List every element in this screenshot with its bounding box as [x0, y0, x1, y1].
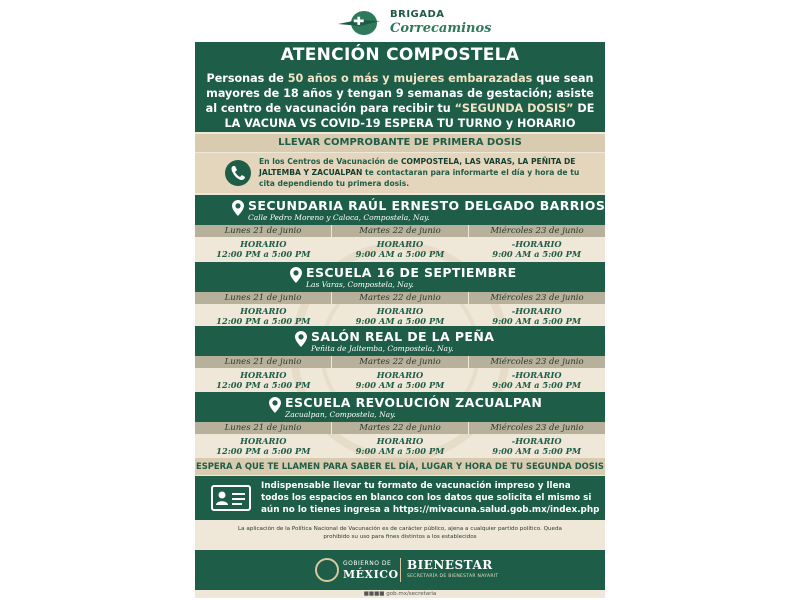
- site-header: [195, 326, 605, 356]
- site-header: [195, 195, 605, 225]
- intro-part-1: Personas de: [206, 72, 288, 85]
- site-address: Calle Pedro Moreno y Caloca, Compostela, Nay.: [248, 213, 430, 222]
- horario-time: 9:00 AM a 5:00 PM: [492, 316, 582, 326]
- schedule-grid: [195, 225, 605, 262]
- day-label: Miércoles 23 de junio: [469, 356, 605, 368]
- schedule-cell: [332, 434, 469, 459]
- intro-highlight-2: “SEGUNDA DOSIS”: [454, 102, 574, 115]
- id-card-icon: [211, 485, 251, 511]
- notice-part-1: En los Centros de Vacunación de: [259, 157, 401, 166]
- horario-time: 9:00 AM a 5:00 PM: [492, 446, 582, 456]
- bienestar-subtitle: SECRETARÍA DE BIENESTAR NAYARIT: [407, 574, 499, 579]
- day-label: Lunes 21 de junio: [195, 422, 332, 434]
- notice-part-2: te contactaran para informarte el día y hora de tu cita dependiendo tu primera dosis.: [259, 168, 580, 188]
- intro-highlight-1: 50 años o más y mujeres embarazadas: [287, 72, 533, 85]
- horario-time: 9:00 AM a 5:00 PM: [492, 249, 582, 259]
- day-label: Miércoles 23 de junio: [469, 422, 605, 434]
- schedule-cell: [332, 368, 469, 393]
- horario-label: -HORARIO: [511, 239, 562, 249]
- vaccination-poster: [195, 42, 605, 598]
- schedule-cell: [468, 434, 605, 459]
- day-label: Lunes 21 de junio: [195, 356, 332, 368]
- site-address: Peñita de Jaltemba, Compostela, Nay.: [311, 344, 454, 353]
- llevar-comprobante-banner: LLEVAR COMPROBANTE DE PRIMERA DOSIS: [195, 134, 605, 152]
- roadrunner-logo-icon: [336, 8, 386, 38]
- horario-label: HORARIO: [240, 239, 287, 249]
- day-label: Martes 22 de junio: [332, 356, 469, 368]
- location-pin-icon: [269, 397, 281, 413]
- horario-label: HORARIO: [376, 239, 424, 249]
- intro-part-3: DE LA VACUNA VS COVID-19 ESPERA TU TURNO y HORARIO: [224, 102, 595, 130]
- horario-label: -HORARIO: [511, 370, 562, 380]
- site-address: Las Varas, Compostela, Nay.: [306, 280, 414, 289]
- day-label: Lunes 21 de junio: [195, 225, 332, 237]
- day-header-row: [195, 422, 605, 434]
- bienestar-text: BIENESTAR: [407, 558, 493, 572]
- horario-label: HORARIO: [376, 370, 424, 380]
- site-address: Zacualpan, Compostela, Nay.: [285, 410, 396, 419]
- day-header-row: [195, 356, 605, 368]
- location-pin-icon: [295, 331, 307, 347]
- espera-banner: ESPERA A QUE TE LLAMEN PARA SABER EL DÍA, LUGAR Y HORA DE TU SEGUNDA DOSIS: [195, 458, 605, 475]
- schedule-cell: [468, 368, 605, 393]
- logo-correcaminos-text: Correcaminos: [390, 21, 492, 36]
- hours-row: [195, 368, 605, 393]
- schedule-cell: [468, 237, 605, 262]
- horario-time: 9:00 AM a 5:00 PM: [492, 380, 582, 390]
- site-name: SALÓN REAL DE LA PEÑA: [311, 329, 495, 344]
- day-label: Martes 22 de junio: [332, 422, 469, 434]
- schedule-cell: [332, 237, 469, 262]
- location-pin-icon: [290, 267, 302, 283]
- horario-time: 9:00 AM a 5:00 PM: [355, 316, 445, 326]
- site-header: [195, 262, 605, 292]
- poster-title: ATENCIÓN COMPOSTELA: [195, 42, 605, 69]
- intro-text: [195, 69, 605, 132]
- social-icons: ■■■■: [363, 591, 387, 597]
- schedule-grid: [195, 422, 605, 459]
- mexico-text: MÉXICO: [343, 568, 399, 581]
- day-label: Martes 22 de junio: [332, 292, 469, 304]
- day-header-row: [195, 225, 605, 237]
- government-footer: [195, 550, 605, 590]
- horario-time: 12:00 PM a 5:00 PM: [216, 316, 311, 326]
- horario-label: -HORARIO: [511, 436, 562, 446]
- social-links: [195, 591, 605, 598]
- site-name: ESCUELA 16 DE SEPTIEMBRE: [306, 265, 517, 280]
- location-pin-icon: [232, 200, 244, 216]
- notice-bold: COMPOSTELA, LAS VARAS, LA PEÑITA DE JALTEMBA Y ZACUALPAN: [259, 157, 576, 177]
- indispensable-box: [195, 476, 605, 520]
- phone-icon: [225, 160, 251, 186]
- hours-row: [195, 237, 605, 262]
- horario-label: HORARIO: [240, 306, 287, 316]
- day-header-row: [195, 292, 605, 304]
- hours-row: [195, 434, 605, 459]
- horario-time: 12:00 PM a 5:00 PM: [216, 380, 311, 390]
- horario-label: HORARIO: [376, 306, 424, 316]
- horario-label: HORARIO: [376, 436, 424, 446]
- site-name: SECUNDARIA RAÚL ERNESTO DELGADO BARRIOS: [248, 198, 605, 213]
- brigada-logo: [336, 6, 492, 40]
- horario-time: 9:00 AM a 5:00 PM: [355, 380, 445, 390]
- horario-time: 12:00 PM a 5:00 PM: [216, 446, 311, 456]
- footer-divider: [400, 558, 401, 582]
- horario-label: HORARIO: [240, 436, 287, 446]
- horario-time: 12:00 PM a 5:00 PM: [216, 249, 311, 259]
- site-name: ESCUELA REVOLUCIÓN ZACUALPAN: [285, 395, 543, 410]
- schedule-cell: [195, 368, 332, 393]
- social-url: gob.mx/secretaria: [386, 591, 437, 597]
- contact-notice-text: [259, 156, 594, 189]
- day-label: Miércoles 23 de junio: [469, 292, 605, 304]
- horario-label: -HORARIO: [511, 306, 562, 316]
- horario-time: 9:00 AM a 5:00 PM: [355, 446, 445, 456]
- contact-notice: [195, 153, 605, 193]
- intro-part-2: que sean mayores de 18 años y tengan 9 semanas de gestación; asiste al centro de vacunación para recibir tu: [205, 72, 594, 115]
- day-label: Lunes 21 de junio: [195, 292, 332, 304]
- schedule-grid: [195, 356, 605, 393]
- indispensable-text: Indispensable llevar tu formato de vacunación impreso y llena todos los espacios en blanco con los datos que solicita el mismo si aún no lo tienes ingresa a https://mivacuna.salud.gob.mx/index.php: [261, 481, 600, 515]
- day-label: Miércoles 23 de junio: [469, 225, 605, 237]
- horario-label: HORARIO: [240, 370, 287, 380]
- fineprint-text: La aplicación de la Política Nacional de Vacunación es de carácter público, ajena a cualquier partido político. Queda prohibido su uso para fines distintos a los establecidos: [238, 526, 562, 540]
- day-label: Martes 22 de junio: [332, 225, 469, 237]
- gobierno-de-text: GOBIERNO DE: [343, 560, 392, 567]
- site-header: [195, 392, 605, 422]
- logo-brigada-text: BRIGADA: [390, 9, 445, 20]
- mexico-shield-icon: [315, 558, 339, 582]
- schedule-cell: [195, 434, 332, 459]
- horario-time: 9:00 AM a 5:00 PM: [355, 249, 445, 259]
- schedule-cell: [195, 237, 332, 262]
- schedule-grid: [195, 292, 605, 329]
